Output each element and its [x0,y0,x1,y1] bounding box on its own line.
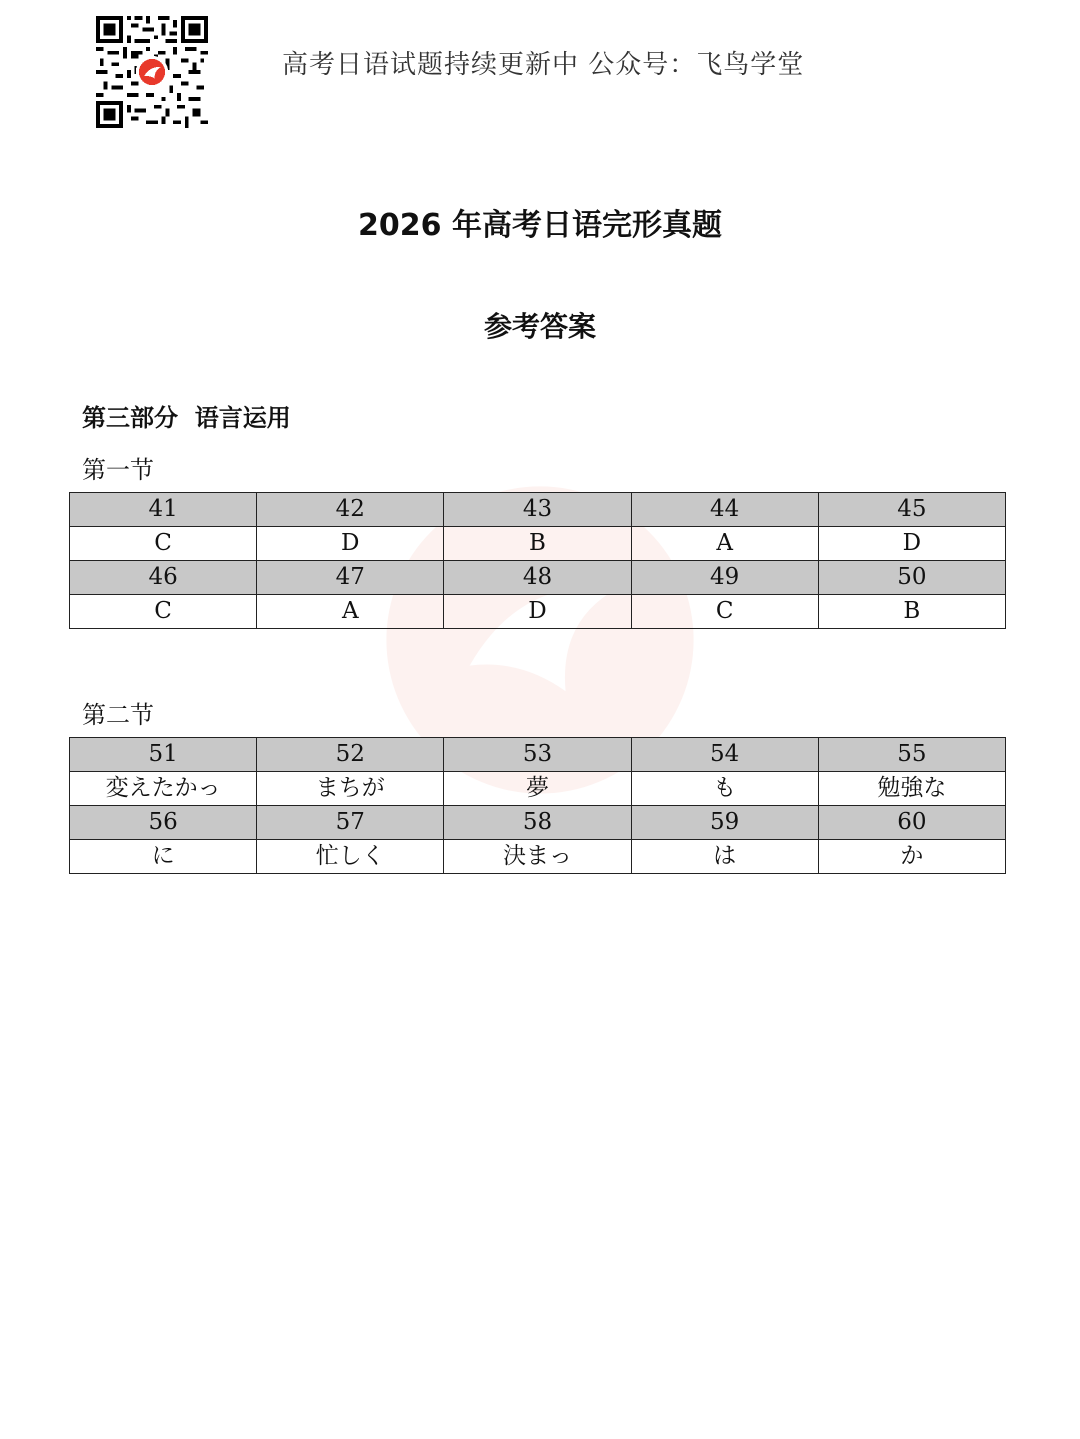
question-number: 46 [70,561,257,595]
table-row-answers [70,840,1006,874]
answer-cell: は [631,840,818,874]
answer-cell: C [631,595,818,629]
question-number: 41 [70,493,257,527]
question-number: 54 [631,738,818,772]
question-number: 45 [818,493,1005,527]
answer-cell: 勉強な [818,772,1005,806]
question-number: 55 [818,738,1005,772]
section-label: 第二节 [82,701,154,729]
question-number: 44 [631,493,818,527]
answer-cell: まちが [257,772,444,806]
answer-table-section-2 [69,737,1006,874]
answer-cell: B [444,527,631,561]
question-number: 52 [257,738,444,772]
part-heading: 第三部分 语言运用 [82,404,291,432]
answer-cell: B [818,595,1005,629]
table-row-answers [70,595,1006,629]
answer-cell: D [818,527,1005,561]
question-number: 49 [631,561,818,595]
question-number: 59 [631,806,818,840]
page-subtitle: 参考答案 [483,310,596,343]
answer-cell: も [631,772,818,806]
table-row-numbers [70,493,1006,527]
question-number: 57 [257,806,444,840]
question-number: 48 [444,561,631,595]
qr-code-icon [96,16,208,128]
question-number: 53 [444,738,631,772]
table-row-numbers [70,738,1006,772]
answer-cell: A [631,527,818,561]
question-number: 58 [444,806,631,840]
table-row-answers [70,527,1006,561]
answer-cell: 決まっ [444,840,631,874]
question-number: 47 [257,561,444,595]
answer-cell: D [444,595,631,629]
question-number: 51 [70,738,257,772]
answer-cell: A [257,595,444,629]
answer-cell: 夢 [444,772,631,806]
question-number: 50 [818,561,1005,595]
question-number: 42 [257,493,444,527]
answer-cell: D [257,527,444,561]
header-text: 高考日语试题持续更新中 公众号：飞鸟学堂 [282,50,805,80]
answer-cell: に [70,840,257,874]
answer-cell: C [70,595,257,629]
answer-table-section-1 [69,492,1006,629]
answer-cell: 忙しく [257,840,444,874]
table-row-numbers [70,806,1006,840]
section-label: 第一节 [82,456,154,484]
question-number: 60 [818,806,1005,840]
question-number: 56 [70,806,257,840]
answer-cell: C [70,527,257,561]
question-number: 43 [444,493,631,527]
answer-cell: 変えたかっ [70,772,257,806]
table-row-answers [70,772,1006,806]
answer-cell: か [818,840,1005,874]
page-title: 2026 年高考日语完形真题 [358,208,722,243]
table-row-numbers [70,561,1006,595]
